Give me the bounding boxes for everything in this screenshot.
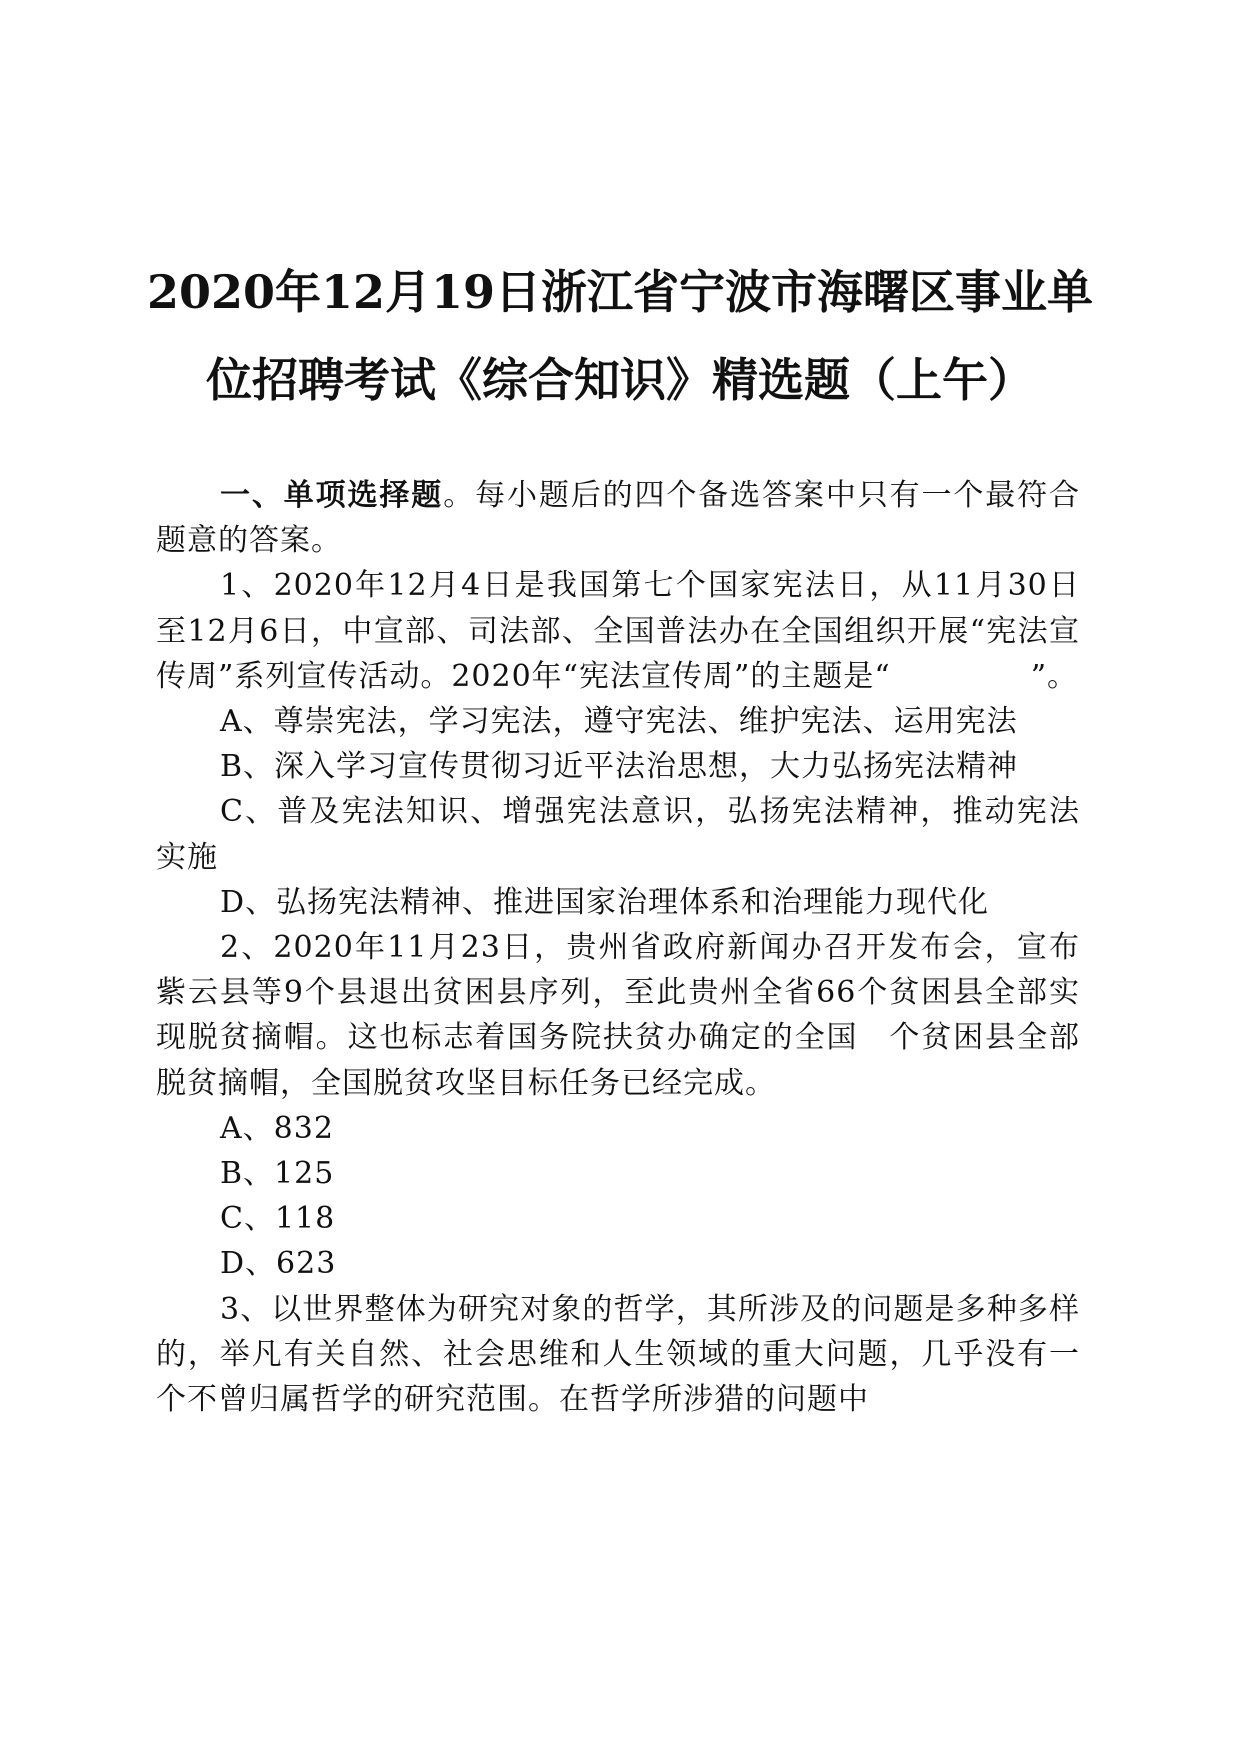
document-title bbox=[140, 248, 1100, 424]
question-2-option-b: B、125 bbox=[220, 1156, 335, 1192]
title-line-1: 2020年12月19日浙江省宁波市海曙区事业单 bbox=[146, 265, 1094, 319]
question-3-stem: 3、以世界整体为研究对象的哲学，其所涉及的问题是多种多样的，举凡有关自然、社会思维和人生领域的重大问题，几乎没有一个不曾归属哲学的研究范围。在哲学所涉猎的问题中 bbox=[156, 1291, 1080, 1418]
document-body bbox=[156, 473, 1080, 1422]
question-2-stem-part-b: 个贫困县全部脱贫摘帽，全国脱贫攻坚目标任务已经完成。 bbox=[156, 1020, 1081, 1101]
question-2-stem-part-a: 2、2020年11月23日，贵州省政府新闻办召开发布会，宣布紫云县等9个县退出贫困县序列，至此贵州全省66个贫困县全部实现脱贫摘帽。这也标志着国务院扶贫办确定的全国 bbox=[156, 930, 1080, 1056]
question-1-stem-part-b: ”。 bbox=[1030, 658, 1079, 694]
question-2-option-c: C、118 bbox=[220, 1201, 336, 1237]
question-1-option-c: C、普及宪法知识、增强宪法意识，弘扬宪法精神，推动宪法实施 bbox=[156, 794, 1080, 875]
question-1-stem-part-a: 1、2020年12月4日是我国第七个国家宪法日，从11月30日至12月6日，中宣部、司法部、全国普法办在全国组织开展“宪法宣传周”系列宣传活动。2020年“宪法宣传周”的主题是“ bbox=[156, 568, 1080, 694]
question-1-option-a: A、尊崇宪法，学习宪法，遵守宪法、维护宪法、运用宪法 bbox=[220, 704, 1018, 740]
title-line-2: 位招聘考试《综合知识》精选题（上午） bbox=[206, 353, 1034, 407]
question-1-option-d: D、弘扬宪法精神、推进国家治理体系和治理能力现代化 bbox=[220, 884, 990, 920]
question-2-stem bbox=[156, 925, 1080, 1106]
section-heading: 一、单项选择题 bbox=[220, 478, 444, 513]
section-intro bbox=[156, 473, 1080, 563]
question-1-option-b: B、深入学习宣传贯彻习近平法治思想，大力弘扬宪法精神 bbox=[220, 749, 1019, 785]
question-2-option-d: D、623 bbox=[220, 1246, 337, 1282]
section-intro-text: 。每小题后的四个备选答案中只有一个最符合题意的答案。 bbox=[156, 478, 1081, 559]
question-2-option-a: A、832 bbox=[220, 1110, 334, 1146]
question-1-stem bbox=[156, 563, 1080, 699]
